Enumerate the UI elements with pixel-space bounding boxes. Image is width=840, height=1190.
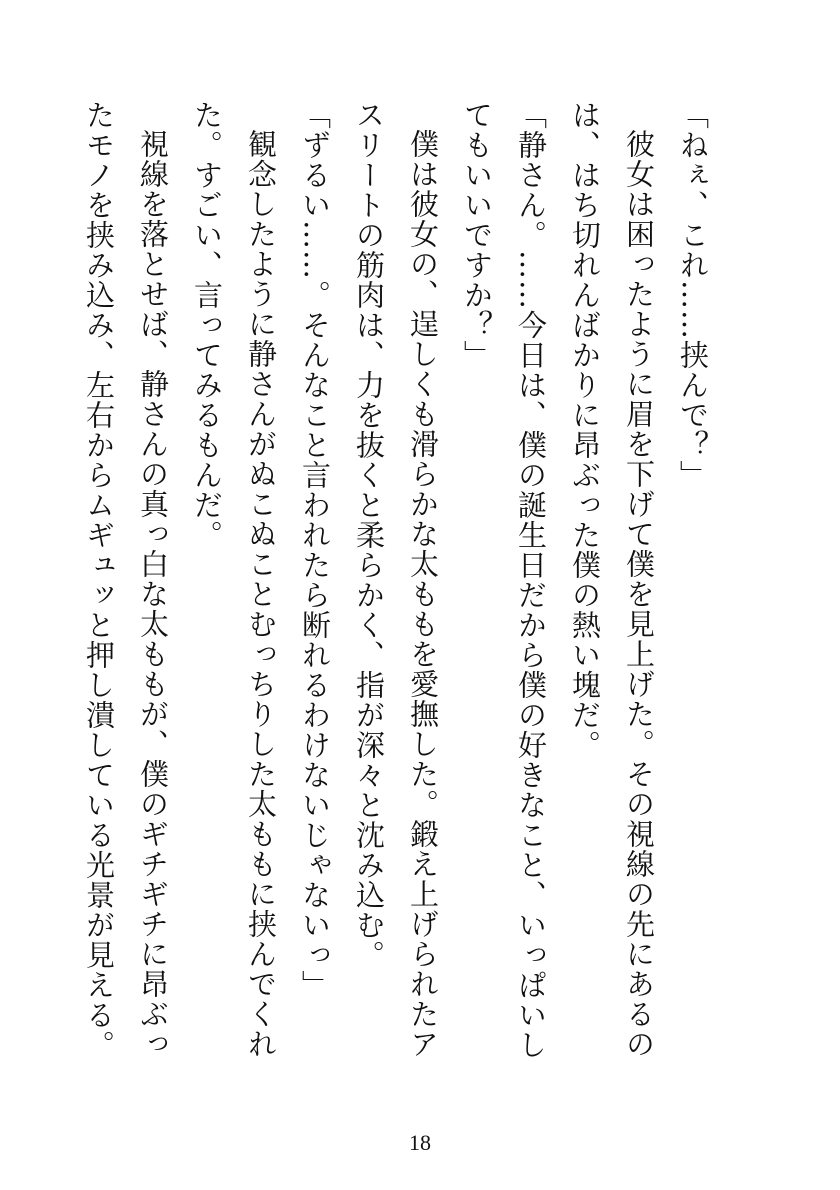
- paragraph-3: 「静さん。……今日は、僕の誕生日だから僕の好きなこと、いっぱいしてもいいですか？」: [460, 100, 548, 1060]
- vertical-text-body: [72, 100, 720, 1060]
- paragraph-7: 視線を落とせば、静さんの真っ白な太ももが、僕のギチギチに昂ぶったモノを挟み込み、左右からムギュッと押し潰している光景が見える。: [82, 100, 170, 1060]
- paragraph-6: 観念したように静さんがぬこぬことむっちりした太ももに挟んでくれた。すごい、言ってみるもんだ。: [190, 100, 278, 1059]
- paragraph-2: 彼女は困ったように眉を下げて僕を見上げた。その視線の先にあるのは、はち切れんばかりに昂ぶった僕の熱い塊だ。: [568, 100, 656, 1059]
- paragraph-4: 僕は彼女の、逞しくも滑らかな太ももを愛撫した。鍛え上げられたアスリートの筋肉は、力を抜くと柔らかく、指が深々と沈み込む。: [352, 100, 440, 1059]
- paragraph-1: 「ねぇ、これ……挟んで？」: [676, 100, 710, 490]
- page-number: 18: [409, 1130, 431, 1155]
- paragraph-5: 「ずるい……。そんなこと言われたら断れるわけないじゃないっ」: [298, 100, 332, 1000]
